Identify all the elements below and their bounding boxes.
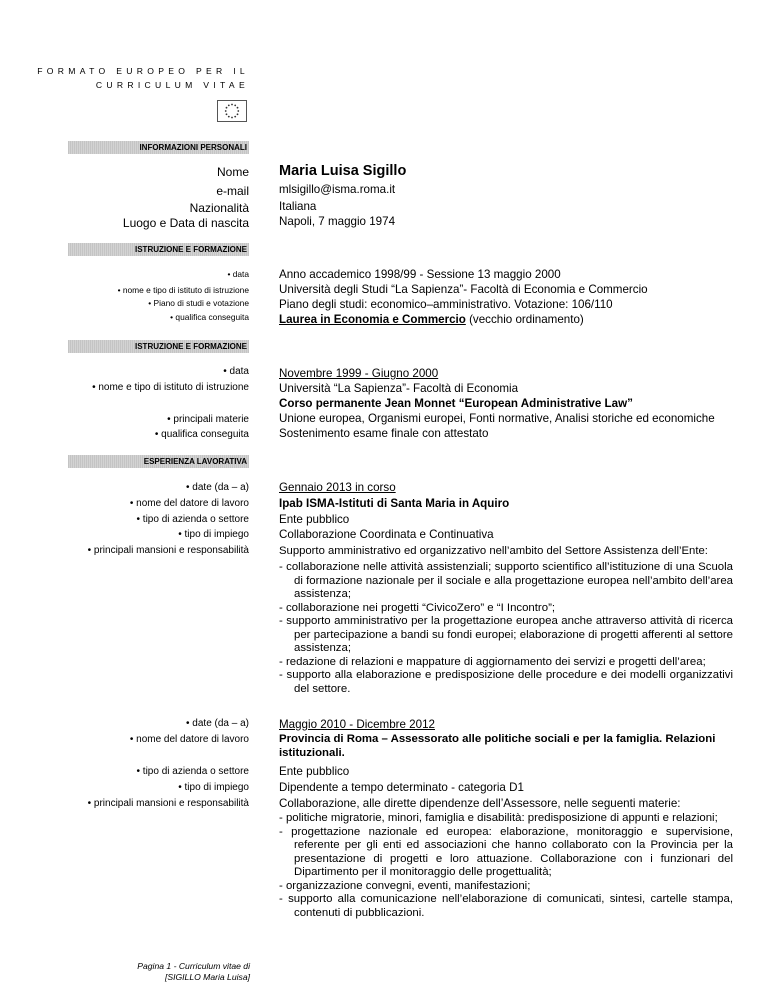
- email-value: mlsigillo@isma.roma.it: [279, 183, 396, 196]
- list-item: - collaborazione nelle attività assistenziali; supporto scientifico all’istituzione di una Scuola di formazione nazionale per il sociale e alla progettazione europea nell’ambito dell’area assistenza;: [279, 561, 733, 600]
- birth-label: Luogo e Data di nascita: [122, 216, 249, 230]
- edu1-date: Anno accademico 1998/99 - Sessione 13 maggio 2000: [279, 268, 561, 281]
- job1-employer: Ipab ISMA-Istituti di Santa Maria in Aquiro: [279, 497, 510, 510]
- edu1-plan-label: • Piano di studi e votazione: [148, 298, 249, 308]
- job2-employer: Provincia di Roma – Assessorato alle politiche sociali e per la famiglia. Relazioni istituzionali.: [279, 733, 716, 759]
- job1-company-type: Ente pubblico: [279, 513, 350, 526]
- job1-dates: Gennaio 2013 in corso: [279, 481, 396, 494]
- edu1-plan: Piano degli studi: economico–amministrativo. Votazione: 106/110: [279, 298, 613, 311]
- list-item: - collaborazione nei progetti “CivicoZero” e “I Incontro”;: [279, 601, 556, 614]
- edu1-qualification: [279, 313, 584, 326]
- list-item: - supporto amministrativo per la progettazione europea anche attraverso attività di ricerca per partecipazione a bandi su fondi europei; elaborazione di progetti afferenti al settore assistenza;: [279, 615, 733, 654]
- email-label: e-mail: [216, 184, 249, 198]
- edu2-institute-label: • nome e tipo di istituto di istruzione: [92, 382, 249, 393]
- job2-duties-list: [279, 812, 733, 920]
- edu2-qualification-label: • qualifica conseguita: [154, 429, 249, 440]
- footer-owner: [SIGILLO Maria Luisa]: [164, 971, 250, 982]
- job2-employer-label: • nome del datore di lavoro: [129, 734, 249, 745]
- job1-dates-label: • date (da – a): [186, 482, 249, 493]
- job2-dates-label: • date (da – a): [186, 718, 249, 729]
- full-name: Maria Luisa Sigillo: [279, 163, 407, 179]
- footer-page-label: Pagina 1 - Curriculum vitae di: [137, 961, 250, 971]
- eu-flag-icon: [217, 100, 247, 122]
- list-item: - redazione di relazioni e mappature di aggiornamento dei servizi e progetti dell’area;: [279, 655, 706, 668]
- job1-duties-label: • principali mansioni e responsabilità: [87, 545, 249, 556]
- cv-format-subtitle: CURRICULUM VITAE: [95, 80, 249, 90]
- job2-job-type-label: • tipo di impiego: [178, 782, 249, 793]
- edu2-course: Corso permanente Jean Monnet “European Administrative Law”: [279, 397, 633, 410]
- name-label: Nome: [216, 165, 249, 179]
- edu2-subjects: Unione europea, Organismi europei, Fonti normative, Analisi storiche ed economiche: [279, 412, 715, 425]
- list-item: - politiche migratorie, minori, famiglia e disabilità: predisposizione di appunti e relazioni;: [279, 812, 718, 824]
- section-header-education-2: ISTRUZIONE E FORMAZIONE: [68, 340, 249, 353]
- nationality-value: Italiana: [279, 200, 317, 213]
- edu2-institute: Università “La Sapienza”- Facoltà di Economia: [279, 382, 519, 395]
- edu1-qualification-label: • qualifica conseguita: [170, 312, 249, 322]
- cv-format-title: FORMATO EUROPEO PER IL: [37, 66, 249, 76]
- edu1-degree: Laurea in Economia e Commercio: [279, 313, 466, 326]
- nationality-label: Nazionalità: [189, 201, 249, 215]
- list-item: - supporto alla elaborazione e predisposizione delle procedure e dei modelli organizzativi del settore.: [279, 669, 733, 695]
- section-header-work: ESPERIENZA LAVORATIVA: [68, 455, 249, 468]
- job1-job-type-label: • tipo di impiego: [178, 529, 249, 540]
- job2-job-type: Dipendente a tempo determinato - categoria D1: [279, 781, 524, 794]
- edu1-date-label: • data: [227, 269, 249, 279]
- edu2-subjects-label: • principali materie: [167, 414, 249, 425]
- edu2-date-label: • data: [223, 366, 249, 377]
- job2-duties-intro: Collaborazione, alle dirette dipendenze dell’Assessore, nelle seguenti materie:: [279, 797, 681, 810]
- page-footer: [137, 961, 250, 982]
- list-item: - organizzazione convegni, eventi, manifestazioni;: [279, 879, 531, 892]
- job2-duties-label: • principali mansioni e responsabilità: [87, 798, 249, 809]
- edu2-qualification: Sostenimento esame finale con attestato: [279, 427, 489, 440]
- job2-company-type-label: • tipo di azienda o settore: [136, 766, 249, 777]
- edu2-date: Novembre 1999 - Giugno 2000: [279, 367, 439, 380]
- edu1-degree-note: (vecchio ordinamento): [465, 313, 584, 326]
- job2-dates: Maggio 2010 - Dicembre 2012: [279, 718, 435, 731]
- birth-value: Napoli, 7 maggio 1974: [279, 215, 396, 228]
- job2-company-type: Ente pubblico: [279, 765, 350, 778]
- list-item: - progettazione nazionale ed europea: elaborazione, monitoraggio e supervisione, referente per gli enti ed associazioni che hanno collaborato con la Provincia per la presentazione di progetti e loro attuazione. Collaborazione con i funzionari del Dipartimento per il monitoraggio delle progettualità;: [279, 825, 733, 878]
- job1-job-type: Collaborazione Coordinata e Continuativa: [279, 528, 494, 541]
- section-header-personal: INFORMAZIONI PERSONALI: [68, 141, 249, 154]
- job1-employer-label: • nome del datore di lavoro: [129, 498, 249, 509]
- edu1-institute-label: • nome e tipo di istituto di istruzione: [117, 285, 249, 295]
- job1-company-type-label: • tipo di azienda o settore: [136, 514, 249, 525]
- section-header-education-1: ISTRUZIONE E FORMAZIONE: [68, 243, 249, 256]
- job1-duties-list: [279, 561, 733, 696]
- job1-duties-intro: Supporto amministrativo ed organizzativo nell’ambito del Settore Assistenza dell’Ente:: [279, 545, 708, 557]
- list-item: - supporto alla comunicazione nell’elaborazione di comunicati, sintesi, cartelle stampa, contenuti di pubblicazioni.: [279, 893, 733, 919]
- edu1-institute: Università degli Studi “La Sapienza”- Facoltà di Economia e Commercio: [279, 283, 648, 296]
